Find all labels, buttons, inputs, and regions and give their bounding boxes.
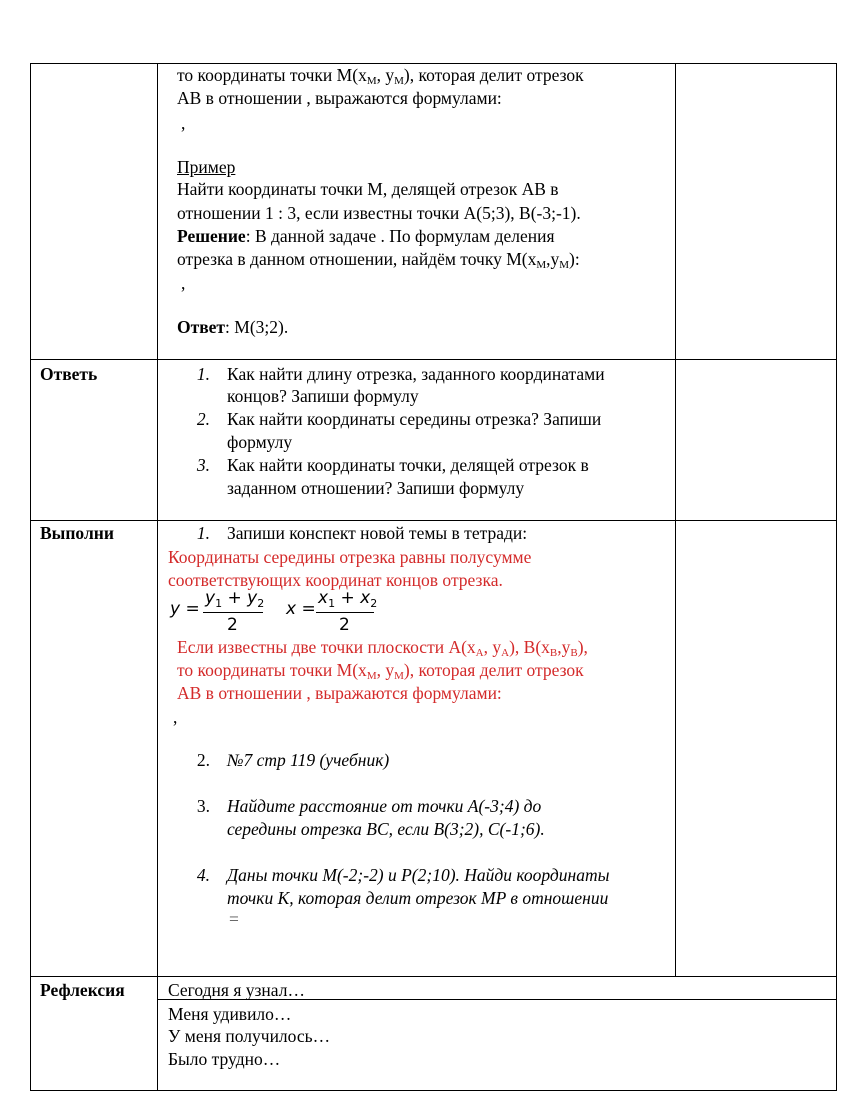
- notes-red-line-4: то координаты точки $M(x_M$, $y_M$), которая делит отрезок: [177, 660, 584, 682]
- reflection-line-3: У меня получилось…: [168, 1026, 331, 1046]
- reflection-line-4: Было трудно…: [168, 1049, 281, 1069]
- row-divider-1: [30, 359, 837, 360]
- task-number: 3.: [196, 796, 210, 816]
- question-number: 1.: [196, 364, 210, 384]
- formula-midpoint-y: y = $y_1 + y_2$ 2: [170, 588, 265, 635]
- answer-line: Ответ: M(3;2).: [177, 317, 289, 337]
- example-title: Пример: [177, 157, 236, 177]
- notes-red-line-5: AB в отношении , выражаются формулами:: [177, 683, 502, 703]
- task-number: 2.: [196, 750, 210, 770]
- task-4-line-1: Даны точки M(-2;-2) и P(2;10). Найди координаты: [227, 865, 610, 885]
- reflection-line-1: Сегодня я узнал…: [168, 980, 305, 1000]
- question-number: 3.: [196, 455, 210, 475]
- task-3-line-1: Найдите расстояние от точки A(-3;4) до: [227, 796, 542, 816]
- row-label-do: Выполни: [40, 523, 114, 543]
- table-left-border: [30, 63, 31, 1091]
- top-formula-intro-line2: AB в отношении , выражаются формулами:: [177, 88, 502, 108]
- task-number: 4.: [196, 865, 210, 885]
- top-formula-intro: то координаты точки $M(x_M$, $y_M$), которая делит отрезок: [177, 65, 584, 87]
- task-1-text: Запиши конспект новой темы в тетради:: [227, 523, 528, 543]
- question-3-line-2: заданном отношении? Запиши формулу: [227, 478, 525, 498]
- row-divider-3: [30, 976, 837, 977]
- row-label-answer: Ответь: [40, 364, 98, 384]
- table-right-border: [836, 63, 837, 1091]
- notes-red-line-2: соответствующих координат концов отрезка.: [168, 570, 503, 590]
- notes-red-line-1: Координаты середины отрезка равны полусумме: [168, 547, 532, 567]
- question-1-line-2: концов? Запиши формулу: [227, 386, 419, 406]
- example-line-2: отношении 1 : 3, если известны точки A(5;3), B(-3;-1).: [177, 203, 581, 223]
- question-2-line-2: формулу: [227, 432, 293, 452]
- reflection-line-2: Меня удивило…: [168, 1004, 292, 1024]
- task-2-text: №7 стр 119 (учебник): [227, 750, 390, 770]
- notes-red-line-3: Если известны две точки плоскости $A(x_A$, $y_A$), $B(x_B,y_B)$,: [177, 637, 588, 659]
- table-bottom-border: [30, 1090, 837, 1091]
- question-1-line-1: Как найти длину отрезка, заданного координатами: [227, 364, 605, 384]
- column-divider-2: [675, 63, 676, 976]
- top-comma-1: ,: [181, 113, 186, 133]
- column-divider-1: [157, 63, 158, 1091]
- row-divider-2: [30, 520, 837, 521]
- task-4-line-2: точки K, которая делит отрезок MP в отношении: [227, 888, 609, 908]
- formula-midpoint-x: x = $x_1 + x_2$ 2: [286, 588, 378, 635]
- top-comma-2: ,: [181, 273, 186, 293]
- solution-line-2: отрезка в данном отношении, найдём точку $M(x_M,y_M)$:: [177, 249, 580, 271]
- task-3-line-2: середины отрезка BC, если B(3;2), C(-1;6).: [227, 819, 545, 839]
- question-2-line-1: Как найти координаты середины отрезка? Запиши: [227, 409, 602, 429]
- example-line-1: Найти координаты точки M, делящей отрезок AB в: [177, 179, 559, 199]
- notes-comma: ,: [173, 707, 178, 727]
- question-number: 2.: [196, 409, 210, 429]
- task-number: 1.: [196, 523, 210, 543]
- row-label-reflection: Рефлексия: [40, 980, 125, 1000]
- solution-line-1: Решение: В данной задаче . По формулам деления: [177, 226, 555, 246]
- task-4-equals: =: [229, 909, 239, 929]
- question-3-line-1: Как найти координаты точки, делящей отрезок в: [227, 455, 589, 475]
